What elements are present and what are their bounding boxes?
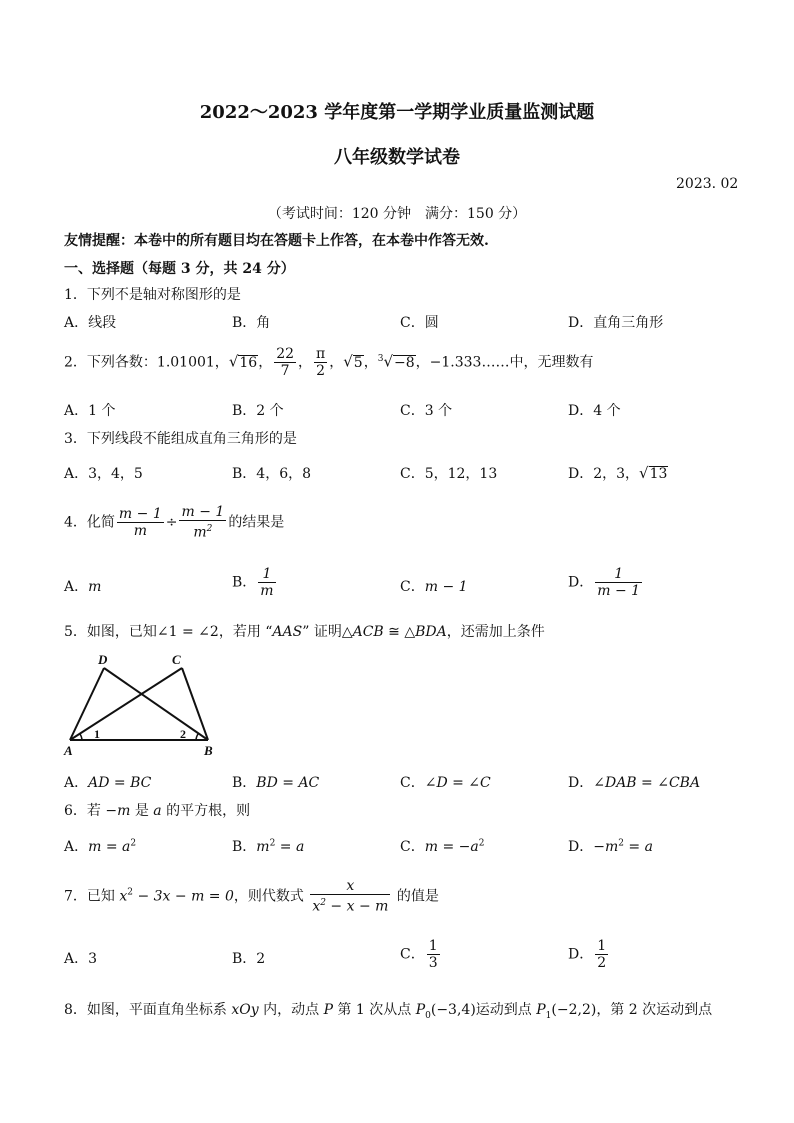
q4-option-c bbox=[400, 576, 468, 596]
frac-num: 1 bbox=[597, 938, 607, 954]
opt-frac bbox=[427, 938, 440, 971]
label-angle-1: 1 bbox=[94, 727, 100, 741]
q2-suffix: ，−1.333……中，无理数有 bbox=[415, 354, 594, 371]
sqrt-sign: √ bbox=[383, 352, 394, 371]
opt-value: = a bbox=[623, 839, 653, 855]
q6-option-b bbox=[232, 836, 304, 856]
opt-value: −m bbox=[593, 839, 619, 855]
den-part: − x − m bbox=[325, 898, 389, 915]
stem-part: 7．已知 bbox=[64, 888, 120, 905]
stem-part: P bbox=[415, 1002, 426, 1018]
q5-figure bbox=[60, 650, 220, 760]
opt-label: C． bbox=[400, 775, 425, 791]
stem-part: x bbox=[119, 888, 128, 905]
q2-sqrt5: 5 bbox=[353, 354, 363, 371]
q2-prefix: 2．下列各数：1.01001， bbox=[64, 354, 229, 371]
reminder: 友情提醒：本卷中的所有题目均在答题卡上作答，在本卷中作答无效. bbox=[64, 233, 489, 249]
stem-part: (−3,4) bbox=[430, 1002, 476, 1018]
stem-part: P bbox=[323, 1002, 333, 1018]
opt-label: C． bbox=[400, 946, 425, 963]
q3-stem: 3．下列线段不能组成直角三角形的是 bbox=[64, 431, 297, 447]
line-db bbox=[104, 668, 208, 740]
frac-den bbox=[310, 895, 390, 915]
frac-num: π bbox=[316, 346, 326, 362]
frac-den: m bbox=[260, 583, 274, 599]
den-part: x bbox=[312, 898, 321, 915]
opt-frac bbox=[258, 566, 275, 599]
q3-option-c: C．5，12，13 bbox=[400, 466, 498, 482]
opt-label: D． bbox=[568, 839, 594, 855]
stem-sub: 1 bbox=[545, 1010, 552, 1021]
stem-part: ” 证明△ bbox=[302, 624, 353, 640]
opt-label: B． bbox=[232, 574, 257, 591]
opt-exp: 2 bbox=[478, 838, 485, 849]
q3-option-a: A．3，4，5 bbox=[64, 466, 143, 482]
stem-part: xOy bbox=[231, 1002, 259, 1018]
stem-part: ，则代数式 bbox=[233, 888, 309, 905]
q2-frac-22-7 bbox=[274, 346, 296, 379]
q2-option-a: A．1 个 bbox=[64, 403, 116, 419]
opt-value: = a bbox=[275, 839, 305, 855]
stem-part: 8．如图，平面直角坐标系 bbox=[64, 1002, 232, 1018]
opt-value: AD = BC bbox=[88, 775, 152, 791]
opt-value: m = a bbox=[88, 839, 131, 855]
opt-exp: 2 bbox=[269, 838, 276, 849]
stem-part: (−2,2) bbox=[551, 1002, 597, 1018]
q5-stem bbox=[64, 621, 545, 641]
stem-part: ，还需加上条件 bbox=[446, 624, 545, 640]
label-b: B bbox=[204, 743, 213, 758]
q2-option-c: C．3 个 bbox=[400, 403, 453, 419]
stem-part: 的值是 bbox=[392, 888, 439, 905]
q4-option-b bbox=[232, 566, 278, 599]
q7-stem bbox=[64, 878, 439, 915]
q6-option-c bbox=[400, 836, 484, 856]
frac-num: x bbox=[310, 878, 390, 895]
opt-label: A． bbox=[64, 775, 89, 791]
den-exp: 2 bbox=[320, 898, 326, 908]
opt-label: D． bbox=[568, 574, 594, 591]
frac-den: 2 bbox=[316, 363, 326, 379]
exam-date: 2023. 02 bbox=[676, 176, 739, 192]
stem-part: 的平方根，则 bbox=[161, 803, 251, 819]
exam-title: 2022～2023 学年度第一学期学业质量监测试题 bbox=[199, 102, 595, 123]
opt-value: ∠D = ∠C bbox=[424, 775, 491, 791]
q8-stem bbox=[64, 999, 712, 1021]
frac-den: 7 bbox=[280, 363, 290, 379]
q1-stem: 1．下列不是轴对称图形的是 bbox=[64, 287, 241, 303]
stem-part: a bbox=[153, 803, 162, 819]
exam-subtitle: 八年级数学试卷 bbox=[334, 147, 460, 168]
stem-part: ，第 2 次运动到点 bbox=[596, 1002, 713, 1018]
sqrt-sign: √ bbox=[343, 352, 353, 371]
frac-num: 1 bbox=[428, 938, 438, 954]
stem-part: P bbox=[536, 1002, 546, 1018]
opt-label: D． bbox=[568, 775, 594, 791]
den-exp: 2 bbox=[206, 524, 213, 534]
label-c: C bbox=[172, 652, 181, 667]
label-angle-2: 2 bbox=[180, 727, 186, 741]
stem-part: 内，动点 bbox=[258, 1002, 324, 1018]
q4-prefix: 4．化简 bbox=[64, 514, 115, 531]
stem-part: 6．若 − bbox=[64, 803, 118, 819]
q6-option-a bbox=[64, 836, 136, 856]
q7-option-c bbox=[400, 938, 442, 971]
q7-option-a: A．3 bbox=[64, 951, 98, 967]
q4-frac1 bbox=[117, 506, 164, 539]
sqrt-sign: √ bbox=[228, 352, 239, 371]
q1-option-d: D．直角三角形 bbox=[568, 315, 664, 331]
q2-sqrt16: 16 bbox=[239, 354, 258, 371]
q6-option-d bbox=[568, 836, 653, 856]
frac-num: 1 bbox=[258, 566, 275, 583]
q5-option-a bbox=[64, 772, 151, 792]
q4-option-a bbox=[64, 576, 101, 596]
q2-option-d: D．4 个 bbox=[568, 403, 621, 419]
q3-d-prefix: D．2，3， bbox=[568, 466, 640, 482]
opt-value: m − 1 bbox=[424, 579, 468, 595]
div-sign: ÷ bbox=[165, 514, 178, 531]
stem-part: 运动到点 bbox=[475, 1002, 537, 1018]
stem-part: 第 1 次从点 bbox=[332, 1002, 416, 1018]
sqrt-sign: √ bbox=[639, 464, 649, 482]
opt-frac bbox=[595, 938, 608, 971]
opt-value: BD = AC bbox=[256, 775, 320, 791]
section-heading: 一、选择题（每题 3 分，共 24 分） bbox=[64, 261, 295, 277]
q7-option-b: B．2 bbox=[232, 951, 266, 967]
den-base: m bbox=[193, 524, 207, 541]
stem-part: AAS bbox=[272, 624, 303, 640]
q5-option-c bbox=[400, 772, 491, 792]
opt-label: B． bbox=[232, 775, 257, 791]
frac-num: 1 bbox=[595, 566, 642, 583]
q1-option-c: C．圆 bbox=[400, 315, 439, 331]
q3-d-sqrt: 13 bbox=[649, 466, 668, 482]
frac-num: m − 1 bbox=[118, 505, 162, 522]
stem-part: ACB bbox=[352, 624, 384, 640]
frac-den: 3 bbox=[428, 955, 438, 971]
q3-option-b: B．4，6，8 bbox=[232, 466, 312, 482]
q7-option-d bbox=[568, 938, 610, 971]
label-d: D bbox=[98, 652, 108, 667]
q1-option-a: A．线段 bbox=[64, 315, 117, 331]
stem-part: m bbox=[117, 803, 131, 819]
q2-stem: 2．下列各数：1.01001，√16， $\frac{22}{7}$ ， $\frac{\pi}{2}$ ，√5，$^3$√−8，−1.333……中，无理数有 bbox=[64, 346, 594, 379]
opt-label: C． bbox=[400, 579, 425, 595]
q4-stem bbox=[64, 504, 284, 541]
opt-label: D． bbox=[568, 946, 594, 963]
opt-label: A． bbox=[64, 839, 89, 855]
opt-exp: 2 bbox=[618, 838, 624, 849]
stem-part: 是 bbox=[130, 803, 154, 819]
stem-sub: 0 bbox=[425, 1010, 431, 1021]
frac-den: m bbox=[133, 522, 147, 539]
frac-den: 2 bbox=[597, 955, 607, 971]
opt-value: m bbox=[256, 839, 270, 855]
q1-option-b: B．角 bbox=[232, 315, 271, 331]
q4-frac2 bbox=[179, 504, 226, 541]
q5-option-d bbox=[568, 772, 700, 792]
frac-den bbox=[179, 521, 226, 541]
stem-exp: 2 bbox=[127, 887, 133, 898]
q2-option-b: B．2 个 bbox=[232, 403, 284, 419]
opt-exp: 2 bbox=[130, 838, 137, 849]
q2-cbrt-neg8: −8 bbox=[394, 354, 415, 371]
frac-num: m − 1 bbox=[181, 504, 225, 520]
opt-value: m bbox=[88, 579, 102, 595]
exam-time-info: （考试时间：120 分钟 满分：150 分） bbox=[267, 206, 527, 222]
opt-label: A． bbox=[64, 579, 89, 595]
q3-option-d bbox=[568, 463, 668, 483]
stem-part: − 3x − m = 0 bbox=[133, 888, 234, 905]
stem-part: BDA bbox=[415, 624, 447, 640]
opt-label: B． bbox=[232, 839, 257, 855]
opt-label: C． bbox=[400, 839, 425, 855]
q4-suffix: 的结果是 bbox=[228, 514, 285, 531]
opt-value: ∠DAB = ∠CBA bbox=[593, 775, 701, 791]
stem-part: ≅ △ bbox=[383, 624, 416, 640]
q2-cbrt-index: 3 bbox=[377, 353, 384, 364]
stem-part: 5．如图，已知∠1 = ∠2，若用 “ bbox=[64, 624, 273, 640]
label-a: A bbox=[64, 743, 73, 758]
frac-num: 22 bbox=[276, 346, 295, 362]
opt-value: m = −a bbox=[424, 839, 479, 855]
q2-frac-pi-2 bbox=[314, 346, 327, 379]
q5-option-b bbox=[232, 772, 319, 792]
q4-option-d bbox=[568, 566, 644, 599]
q6-stem bbox=[64, 800, 250, 820]
opt-frac bbox=[595, 566, 642, 599]
frac-den: m − 1 bbox=[597, 583, 641, 599]
q7-frac bbox=[310, 878, 390, 915]
